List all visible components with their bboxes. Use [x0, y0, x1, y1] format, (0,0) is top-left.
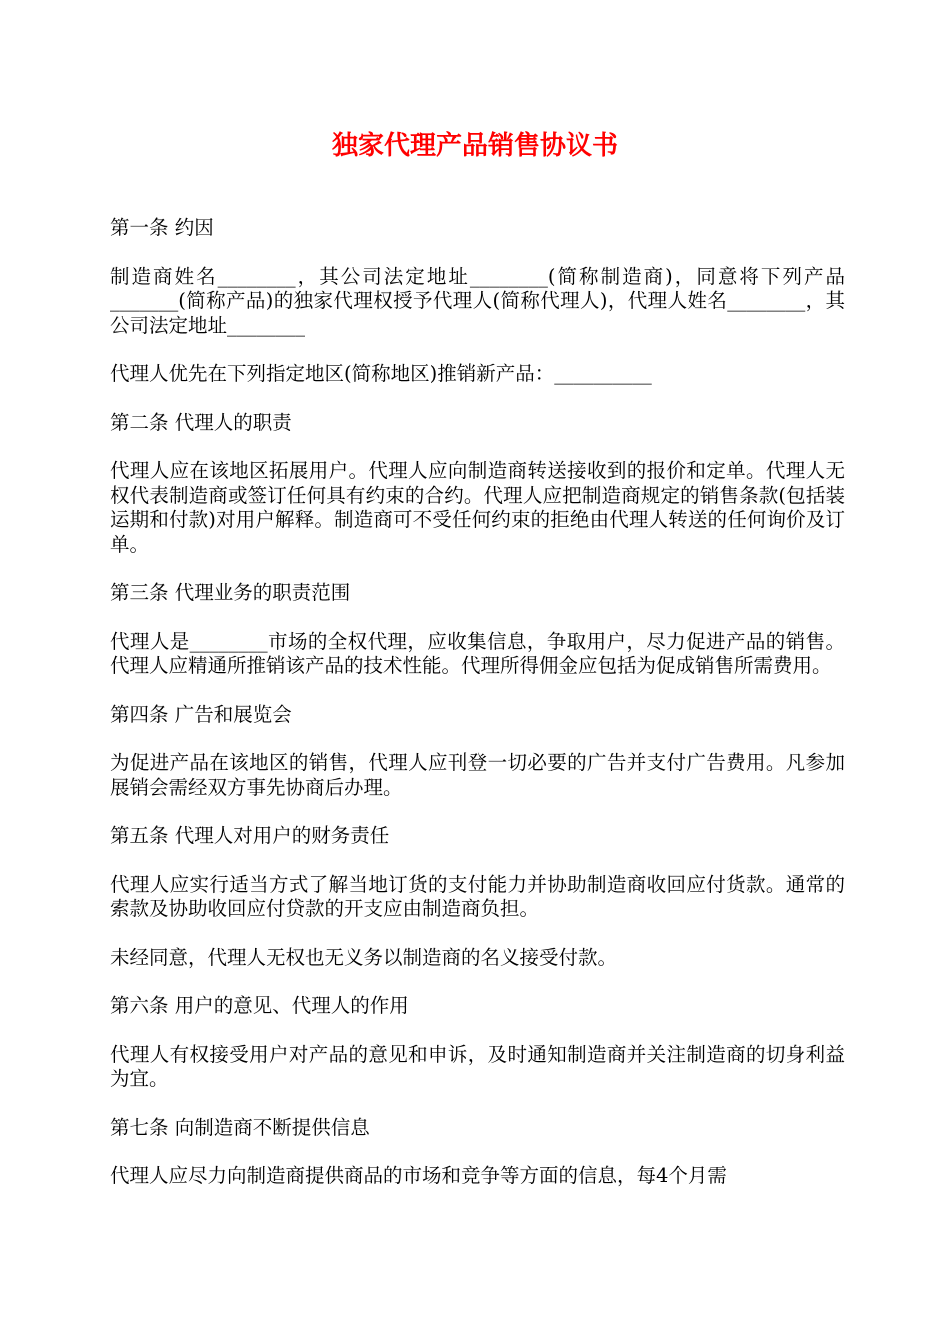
document-body [110, 216, 845, 1213]
paragraph: 为促进产品在该地区的销售，代理人应刊登一切必要的广告并支付广告费用。凡参加展销会需经双方事先协商后办理。 [110, 751, 845, 799]
paragraph: 制造商姓名________，其公司法定地址________(简称制造商)，同意将下列产品_______(简称产品)的独家代理权授予代理人(简称代理人)，代理人姓名________，其公司法定地址________ [110, 264, 845, 337]
paragraph: 代理人应尽力向制造商提供商品的市场和竞争等方面的信息，每4个月需 [110, 1164, 727, 1187]
document-title: 独家代理产品销售协议书 [331, 131, 618, 161]
paragraph: 未经同意，代理人无权也无义务以制造商的名义接受付款。 [110, 945, 618, 969]
article-heading: 第五条 代理人对用户的财务责任 [110, 824, 390, 847]
article-heading: 第七条 向制造商不断提供信息 [110, 1115, 370, 1139]
article-heading: 第二条 代理人的职责 [110, 410, 292, 434]
article-heading: 第四条 广告和展览会 [110, 702, 292, 726]
paragraph: 代理人优先在下列指定地区(简称地区)推销新产品：__________ [110, 362, 652, 385]
paragraph: 代理人有权接受用户对产品的意见和申诉，及时通知制造商并关注制造商的切身利益为宜。 [110, 1042, 845, 1090]
paragraph: 代理人应在该地区拓展用户。代理人应向制造商转送接收到的报价和定单。代理人无权代表制造商或签订任何具有约束的合约。代理人应把制造商规定的销售条款(包括装运期和付款)对用户解释。制造商可不受任何约束的拒绝由代理人转送的任何询价及订单。 [110, 459, 845, 556]
article-heading: 第一条 约因 [110, 216, 214, 239]
paragraph: 代理人是________市场的全权代理，应收集信息，争取用户，尽力促进产品的销售。代理人应精通所推销该产品的技术性能。代理所得佣金应包括为促成销售所需费用。 [110, 629, 845, 677]
article-heading: 第三条 代理业务的职责范围 [110, 581, 351, 604]
article-heading: 第六条 用户的意见、代理人的作用 [110, 994, 409, 1017]
paragraph: 代理人应实行适当方式了解当地订货的支付能力并协助制造商收回应付货款。通常的索款及协助收回应付贷款的开支应由制造商负担。 [110, 872, 845, 920]
